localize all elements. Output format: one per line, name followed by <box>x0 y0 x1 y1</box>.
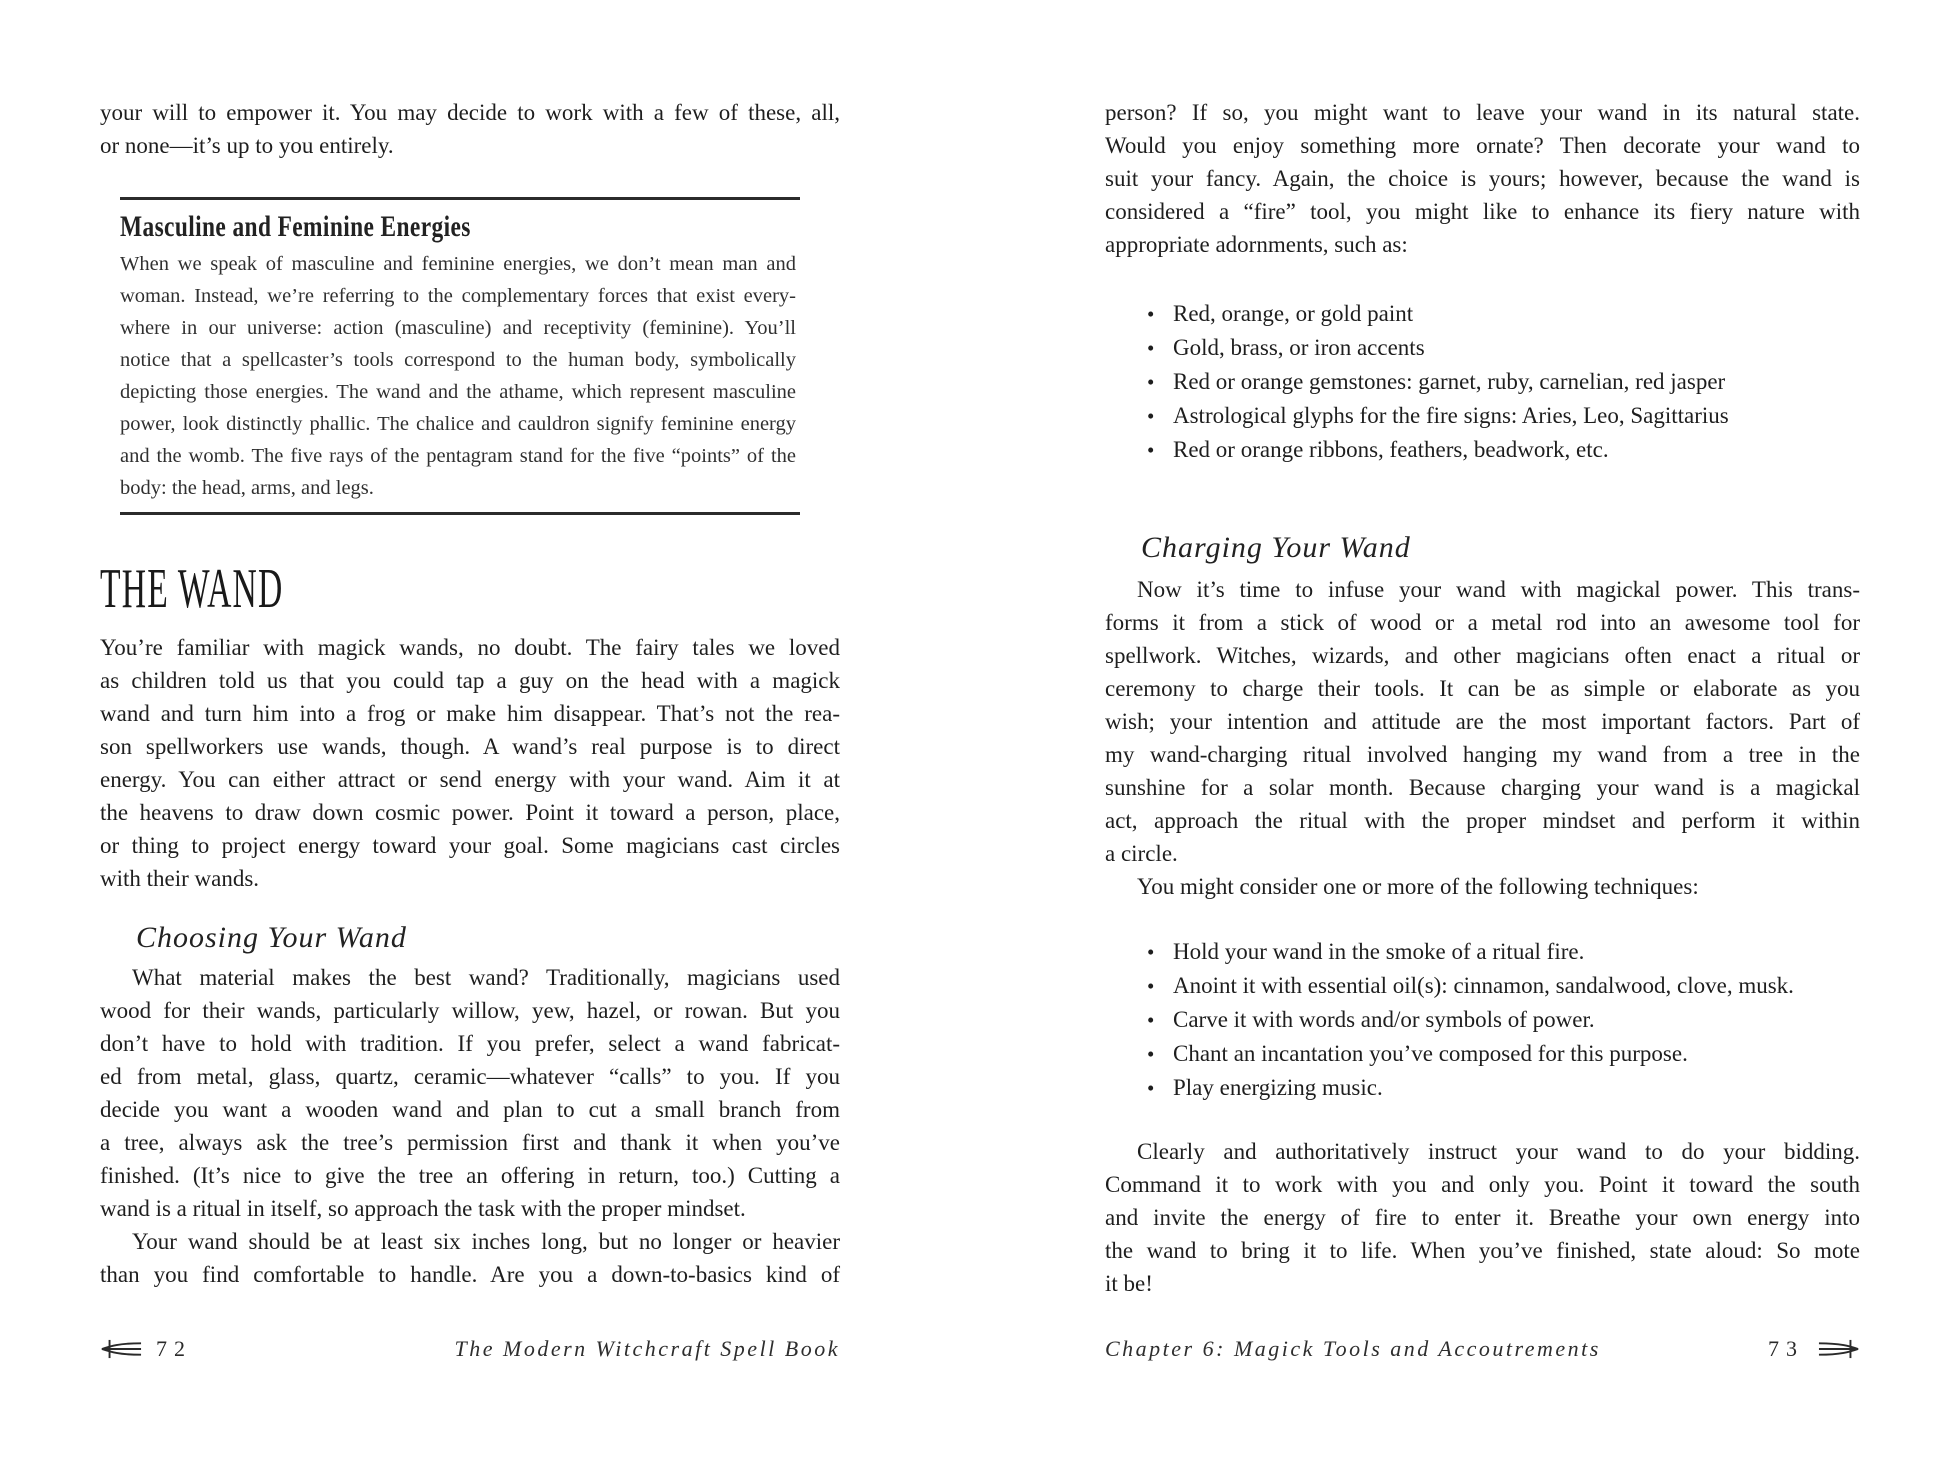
bullet-text: Anoint it with essential oil(s): cinnamon, sandalwood, clove, musk. <box>1173 973 1794 998</box>
text-line: a tree, always ask the tree’s permission first and thank it when you’ve <box>100 1130 840 1155</box>
bullet-item <box>1147 297 1860 331</box>
text-line: Command it to work with you and only you. Point it toward the south <box>1105 1172 1860 1197</box>
bullet-text: Red or orange gemstones: garnet, ruby, carnelian, red jasper <box>1173 369 1726 394</box>
bullet-icon: • <box>1147 1076 1155 1100</box>
text-line: finished. (It’s nice to give the tree an offering in return, too.) Cutting a <box>100 1163 840 1188</box>
branch-ornament-icon <box>100 1339 142 1359</box>
text-line: it be! <box>1105 1271 1153 1296</box>
bullet-icon: • <box>1147 336 1155 360</box>
subsection-title-choosing-your-wand: Choosing Your Wand <box>136 921 407 954</box>
bullet-icon: • <box>1147 1042 1155 1066</box>
text-line: You might consider one or more of the following techniques: <box>1137 874 1699 899</box>
text-line: ceremony to charge their tools. It can be as simple or elaborate as you <box>1105 676 1860 701</box>
text-line: Would you enjoy something more ornate? Then decorate your wand to <box>1105 133 1860 158</box>
text-line: power, look distinctly phallic. The chalice and cauldron signify feminine energy <box>120 413 796 435</box>
intro-paragraph <box>100 96 840 162</box>
text-line: and the womb. The five rays of the pentagram stand for the five “points” of the <box>120 445 796 467</box>
bullet-item <box>1147 935 1860 969</box>
text-line: my wand-charging ritual involved hanging my wand from a tree in the <box>1105 742 1860 767</box>
text-line: a circle. <box>1105 841 1178 866</box>
charging-paragraph <box>1105 573 1860 870</box>
closing-paragraph <box>1105 1135 1860 1300</box>
text-line: than you find comfortable to handle. Are you a down-to-basics kind of <box>100 1262 840 1287</box>
sidebar-box <box>120 197 800 515</box>
bullet-icon: • <box>1147 940 1155 964</box>
bullet-item <box>1147 365 1860 399</box>
text-line: and invite the energy of fire to enter it. Breathe your own energy into <box>1105 1205 1860 1230</box>
text-line: appropriate adornments, such as: <box>1105 232 1408 257</box>
text-line: where in our universe: action (masculine) and receptivity (feminine). You’ll <box>120 317 796 339</box>
bullet-icon: • <box>1147 404 1155 428</box>
bullet-item <box>1147 969 1860 1003</box>
choosing-paragraph-2 <box>100 1225 840 1291</box>
subsection-title-charging-your-wand: Charging Your Wand <box>1141 531 1411 564</box>
text-line: don’t have to hold with tradition. If you prefer, select a wand fabricat- <box>100 1031 840 1056</box>
bullet-item <box>1147 331 1860 365</box>
text-line: Now it’s time to infuse your wand with magickal power. This trans- <box>1137 577 1860 602</box>
bullet-item <box>1147 433 1860 467</box>
wand-paragraph <box>100 631 840 895</box>
text-line: or none—it’s up to you entirely. <box>100 133 394 158</box>
text-line: notice that a spellcaster’s tools correspond to the human body, symbolically <box>120 349 796 371</box>
bullet-text: Chant an incantation you’ve composed for this purpose. <box>1173 1041 1688 1066</box>
bullet-icon: • <box>1147 974 1155 998</box>
text-line: wand is a ritual in itself, so approach the task with the proper mindset. <box>100 1196 746 1221</box>
right-page-footer <box>1105 1336 1860 1362</box>
choosing-paragraph-1 <box>100 961 840 1225</box>
bullet-text: Hold your wand in the smoke of a ritual fire. <box>1173 939 1585 964</box>
right-page-number: 73 <box>1768 1336 1804 1361</box>
text-line: your will to empower it. You may decide to work with a few of these, all, <box>100 100 840 125</box>
section-title-the-wand: THE WAND <box>100 558 284 620</box>
text-line: forms it from a stick of wood or a metal rod into an awesome tool for <box>1105 610 1860 635</box>
text-line: wish; your intention and attitude are the most important factors. Part of <box>1105 709 1860 734</box>
text-line: woman. Instead, we’re referring to the complementary forces that exist every- <box>120 285 796 307</box>
bullet-text: Astrological glyphs for the fire signs: Aries, Leo, Sagittarius <box>1173 403 1729 428</box>
bullet-text: Red, orange, or gold paint <box>1173 301 1414 326</box>
bullet-item <box>1147 1071 1860 1105</box>
text-line: depicting those energies. The wand and the athame, which represent masculine <box>120 381 796 403</box>
text-line: the heavens to draw down cosmic power. Point it toward a person, place, <box>100 800 840 825</box>
techniques-intro-line <box>1105 870 1860 903</box>
left-page-footer <box>100 1336 840 1362</box>
adornments-bullet-list <box>1147 297 1860 467</box>
bullet-item <box>1147 1037 1860 1071</box>
text-line: You’re familiar with magick wands, no doubt. The fairy tales we loved <box>100 635 840 660</box>
chapter-running-footer: Chapter 6: Magick Tools and Accoutrements <box>1105 1336 1601 1361</box>
bullet-item <box>1147 399 1860 433</box>
left-page-number: 72 <box>156 1336 192 1361</box>
text-line: son spellworkers use wands, though. A wand’s real purpose is to direct <box>100 734 840 759</box>
bullet-text: Carve it with words and/or symbols of power. <box>1173 1007 1595 1032</box>
right-folio <box>1768 1336 1860 1362</box>
text-line: as children told us that you could tap a guy on the head with a magick <box>100 668 840 693</box>
bullet-icon: • <box>1147 1008 1155 1032</box>
text-line: body: the head, arms, and legs. <box>120 477 374 499</box>
text-line: considered a “fire” tool, you might like to enhance its fiery nature with <box>1105 199 1860 224</box>
text-line: suit your fancy. Again, the choice is yours; however, because the wand is <box>1105 166 1860 191</box>
text-line: What material makes the best wand? Traditionally, magicians used <box>132 965 840 990</box>
bullet-text: Play energizing music. <box>1173 1075 1383 1100</box>
bullet-text: Red or orange ribbons, feathers, beadwork, etc. <box>1173 437 1609 462</box>
text-line: the wand to bring it to life. When you’ve finished, state aloud: So mote <box>1105 1238 1860 1263</box>
text-line: ed from metal, glass, quartz, ceramic—whatever “calls” to you. If you <box>100 1064 840 1089</box>
text-line: wood for their wands, particularly willow, yew, hazel, or rowan. But you <box>100 998 840 1023</box>
book-title-running-footer: The Modern Witchcraft Spell Book <box>454 1336 840 1361</box>
text-line: or thing to project energy toward your goal. Some magicians cast circles <box>100 833 840 858</box>
left-folio <box>100 1336 192 1362</box>
branch-ornament-icon <box>1818 1339 1860 1359</box>
text-line: Your wand should be at least six inches long, but no longer or heavier <box>132 1229 840 1254</box>
bullet-icon: • <box>1147 438 1155 462</box>
left-page <box>100 96 840 1416</box>
text-line: with their wands. <box>100 866 260 891</box>
text-line: Clearly and authoritatively instruct your wand to do your bidding. <box>1137 1139 1860 1164</box>
text-line: decide you want a wooden wand and plan to cut a small branch from <box>100 1097 840 1122</box>
text-line: spellwork. Witches, wizards, and other magicians often enact a ritual or <box>1105 643 1860 668</box>
bullet-icon: • <box>1147 370 1155 394</box>
text-line: wand and turn him into a frog or make him disappear. That’s not the rea- <box>100 701 840 726</box>
natural-state-paragraph <box>1105 96 1860 261</box>
sidebar-body <box>120 248 796 504</box>
bullet-item <box>1147 1003 1860 1037</box>
sidebar-title: Masculine and Feminine Energies <box>120 210 471 243</box>
text-line: person? If so, you might want to leave your wand in its natural state. <box>1105 100 1860 125</box>
techniques-bullet-list <box>1147 935 1860 1105</box>
text-line: energy. You can either attract or send energy with your wand. Aim it at <box>100 767 840 792</box>
text-line: sunshine for a solar month. Because charging your wand is a magickal <box>1105 775 1860 800</box>
right-page <box>1105 96 1860 1416</box>
text-line: act, approach the ritual with the proper mindset and perform it within <box>1105 808 1860 833</box>
text-line: When we speak of masculine and feminine energies, we don’t mean man and <box>120 253 796 275</box>
bullet-icon: • <box>1147 302 1155 326</box>
bullet-text: Gold, brass, or iron accents <box>1173 335 1425 360</box>
